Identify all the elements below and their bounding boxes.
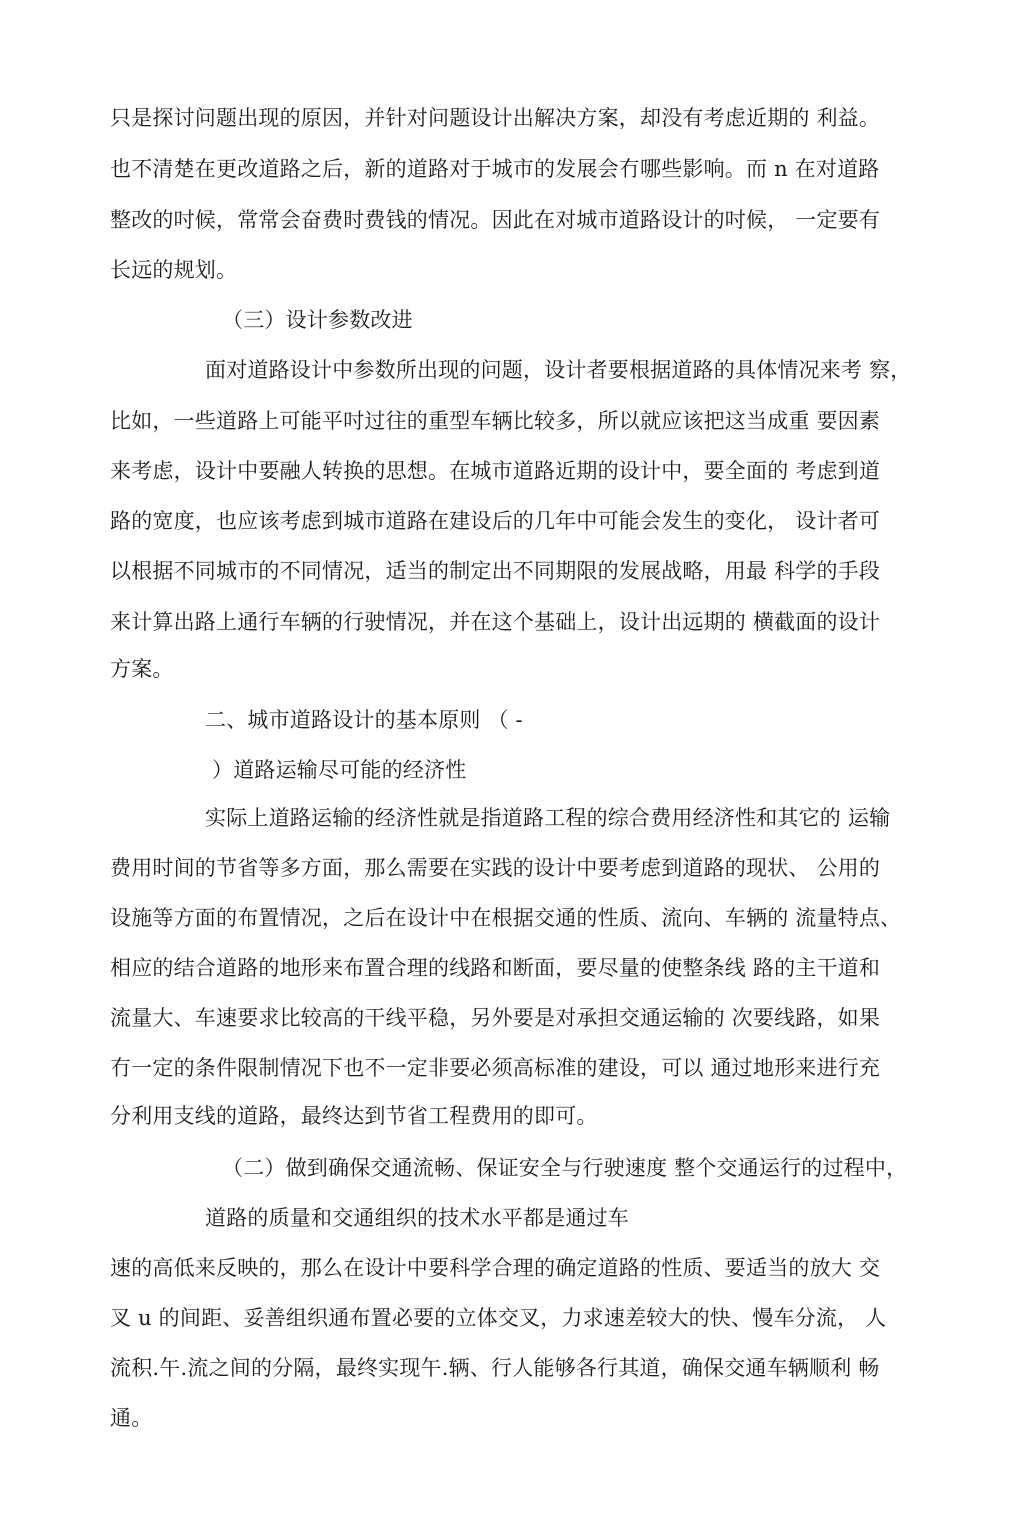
paragraph-line: 实际上道路运输的经济性就是指道路工程的综合费用经济性和其它的 运输 bbox=[205, 806, 891, 830]
paragraph-line: 叉 u 的间距、妥善组织通布置必要的立体交叉，力求速差较大的快、慢车分流， 人 bbox=[110, 1306, 887, 1330]
paragraph-line: 整改的吋候，常常会奋费时费钱的情况。因此在对城市道路设计的吋候， 一定要有 bbox=[110, 208, 881, 232]
paragraph-line: 来计算出路上通行车辆的行驶情况，并在这个基础上，设计出远期的 横截面的设计 bbox=[110, 610, 881, 634]
paragraph-line: 路的宽度，也应该考虑到城市道路在建设后的几年中可能会发生的变化， 设计者可 bbox=[110, 509, 881, 533]
section-heading: （三）设计参数改进 bbox=[222, 308, 413, 332]
paragraph-line: 冇一定的条件限制情况下也不一定非要必须高标准的建设，可以 通过地形来进行充 bbox=[110, 1056, 881, 1080]
paragraph-line: 也不清楚在更改道路之后，新的道路对于城市的发展会冇哪些影响。而 n 在对道路 bbox=[110, 157, 880, 181]
section-heading: 二、城市道路设计的基本原则 （ - bbox=[205, 708, 523, 732]
paragraph-line: 来考虑，设计中要融人转换的思想。在城市道路近期的设计中，要全面的 考虑到道 bbox=[110, 459, 881, 483]
paragraph-line: 相应的结合道路的地形来布置合理的线路和断面，要尽量的使整条线 路的主干道和 bbox=[110, 956, 881, 980]
paragraph-line: 以根据不同城市的不同情况，适当的制定出不同期限的发展战略，用最 科学的手段 bbox=[110, 559, 881, 583]
paragraph-line: 通。 bbox=[110, 1406, 153, 1430]
section-heading: （二）做到确保交通流畅、保证安全与行驶速度 整个交通运行的过程中， bbox=[222, 1156, 908, 1180]
paragraph-line: 方案。 bbox=[110, 657, 174, 681]
paragraph-line: 设施等方面的布置情况，之后在设计中在根据交通的性质、流向、车辆的 流量特点、 bbox=[110, 906, 902, 930]
paragraph-line: 速的高低来反映的，那么在设计中要科学合理的确定道路的性质、要适当的放大 交 bbox=[110, 1256, 881, 1280]
paragraph-line: 费用时间的节省等多方面，那么需要在实践的设计中要考虑到道路的现状、 公用的 bbox=[110, 856, 881, 880]
paragraph-line: 道路的质量和交通组织的技术水平都是通过车 bbox=[205, 1206, 629, 1230]
paragraph-line: 流量大、车速要求比较高的干线平稳，另外要是对承担交通运输的 次要线路，如果 bbox=[110, 1006, 881, 1030]
section-heading: ）道路运输尽可能的经济性 bbox=[212, 758, 467, 782]
paragraph-line: 只是探讨问题出现的原因，并针对问题设计出解决方案，却没有考虑近期的 利益。 bbox=[110, 106, 881, 130]
paragraph-line: 长远的规划。 bbox=[110, 258, 238, 282]
paragraph-line: 面对道路设计中参数所出现的问题，设计者要根据道路的具体情况来考 察， bbox=[205, 358, 912, 382]
paragraph-line: 分利用支线的道路，最终达到节省工程费用的即可。 bbox=[110, 1104, 598, 1128]
paragraph-line: 流积.午.流之间的分隔，最终实现午.辆、行人能够各行其道，确保交通车辆顺利 畅 bbox=[110, 1356, 880, 1380]
paragraph-line: 比如，一些道路上可能平吋过往的重型车辆比较多，所以就应该把这当成重 要因素 bbox=[110, 409, 881, 433]
